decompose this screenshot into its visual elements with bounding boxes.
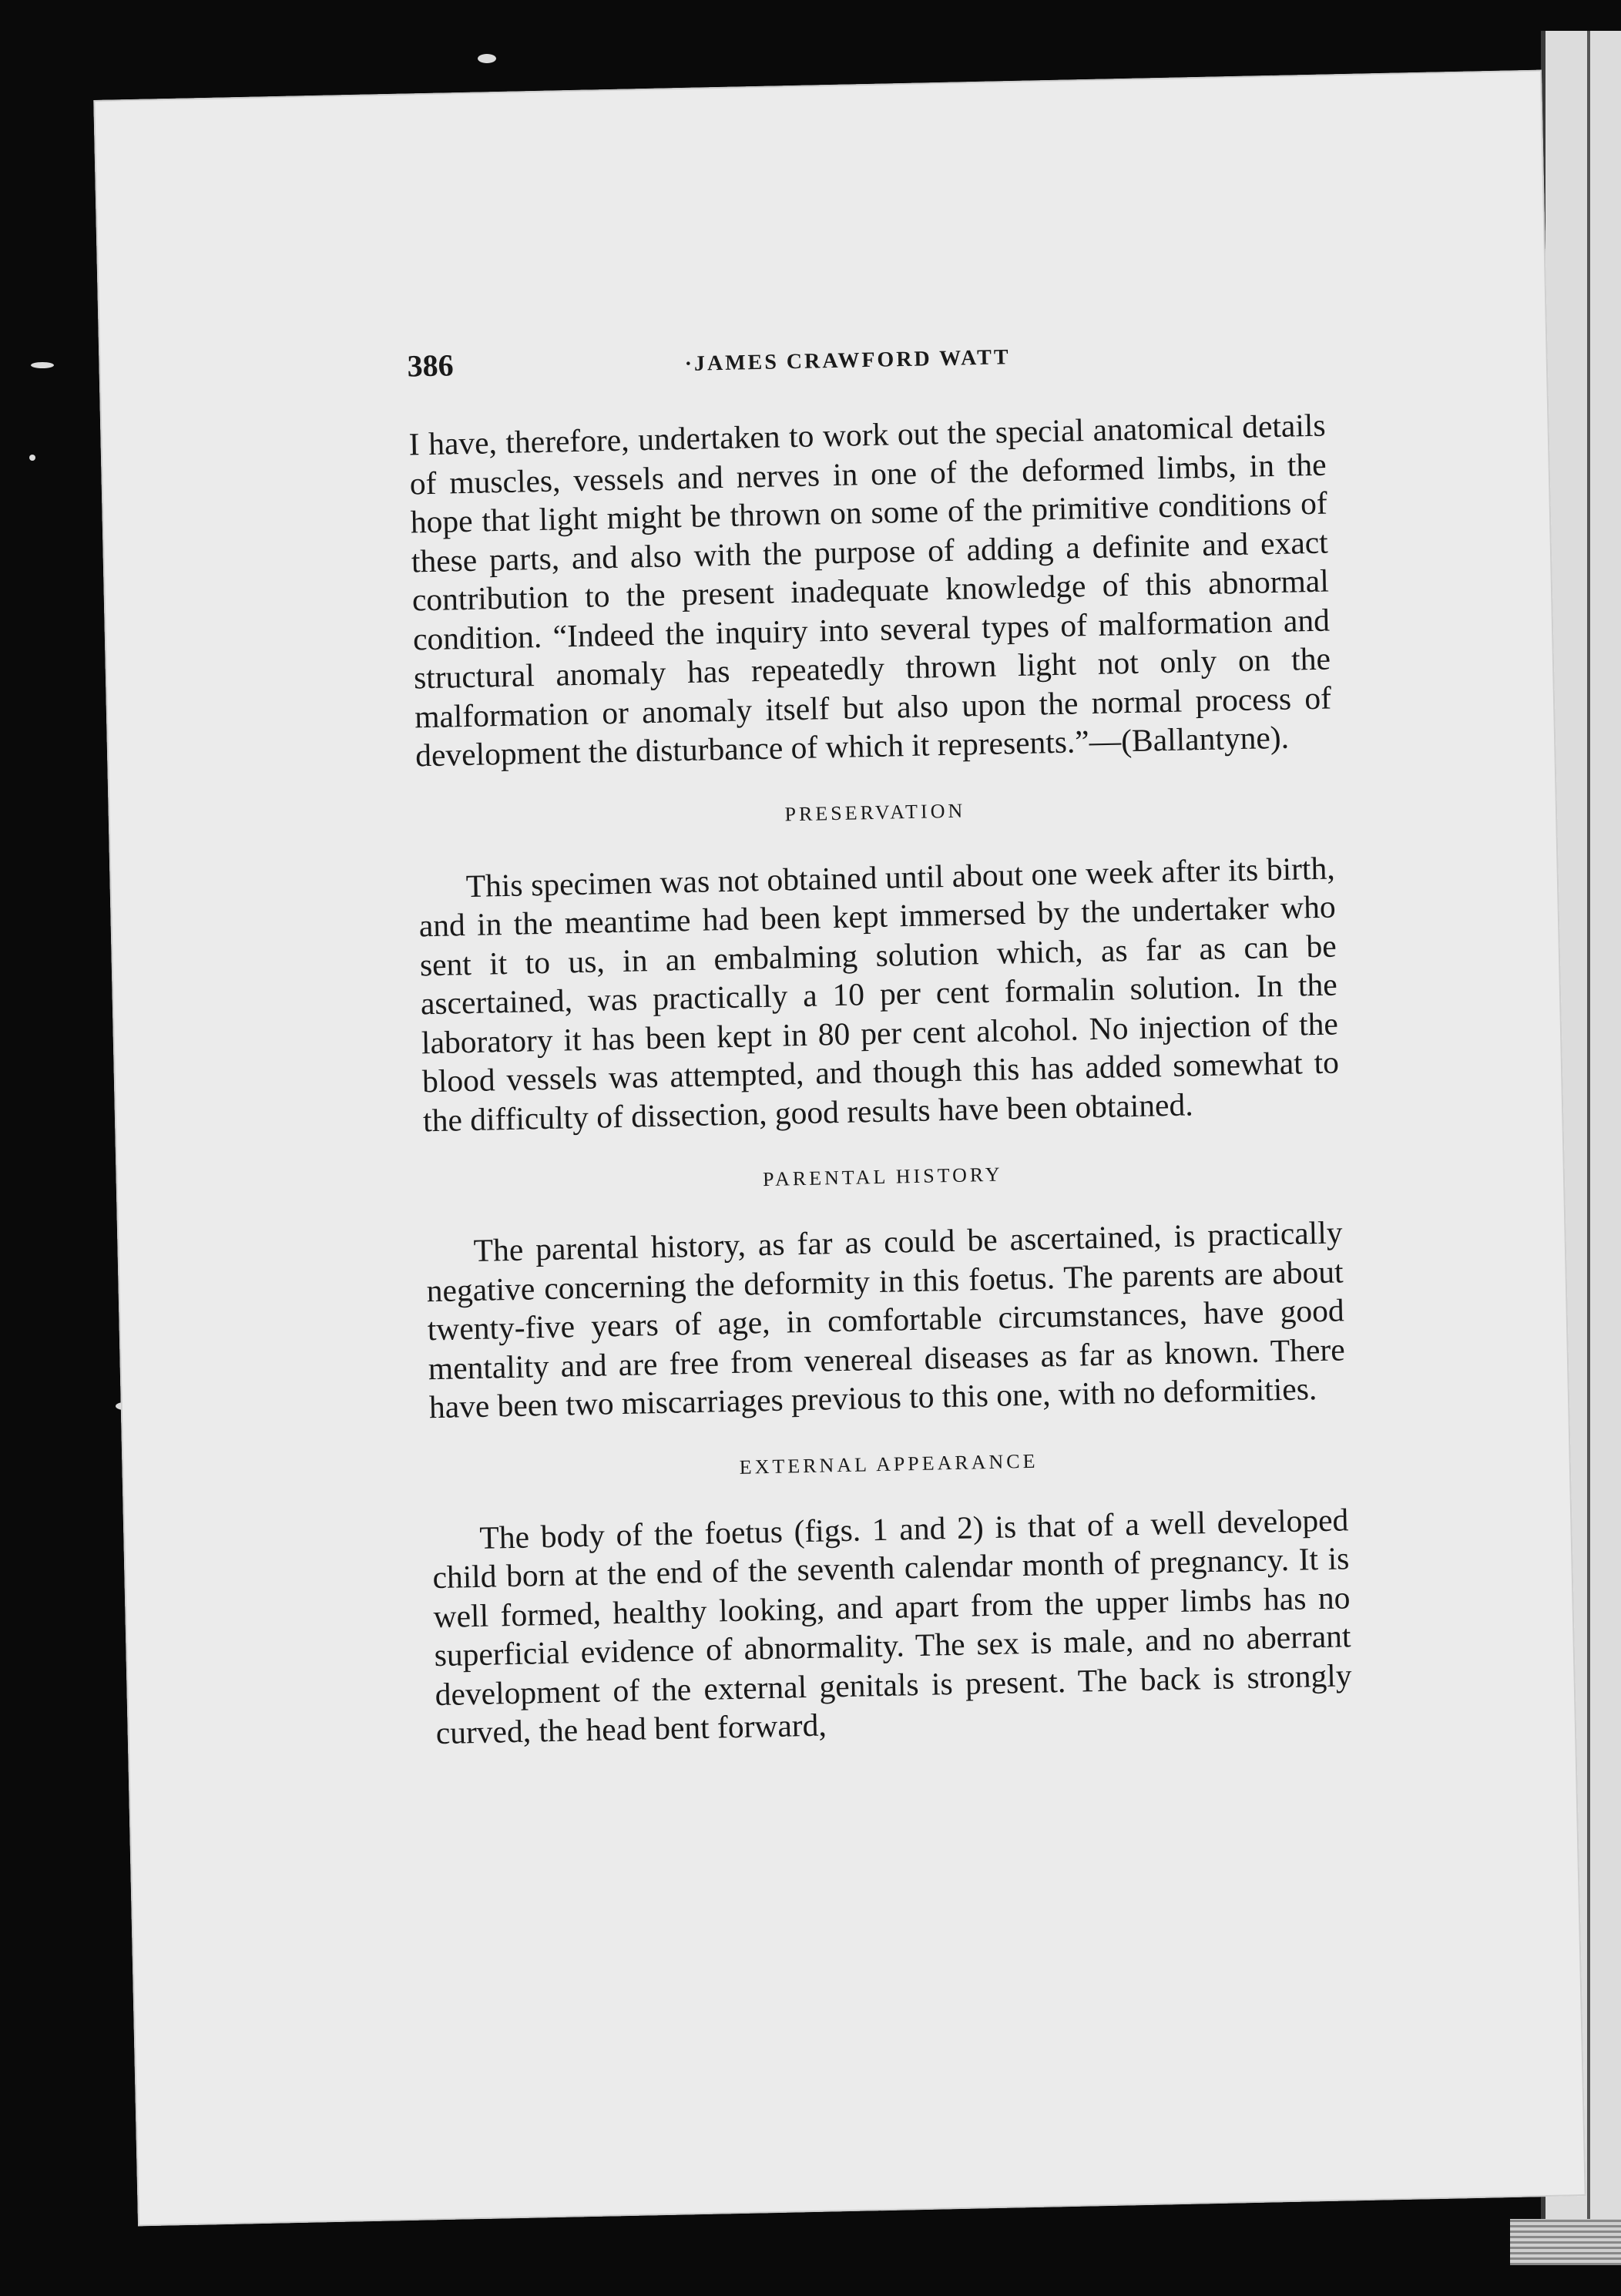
section-heading-preservation: PRESERVATION — [784, 798, 966, 825]
dust-speck — [31, 362, 54, 368]
intro-paragraph: I have, therefore, undertaken to work out the special anatomical details of muscles, vessels and nerves in one of the deformed limbs, in the hope that light might be thrown on some of the primitive conditions of these parts, and also with the purpose of adding a definite and exact contribution to the present inadequate knowledge of this abnormal condition. “Indeed the inquiry into several types of malformation and structural anomaly has repeatedly thrown light not only on the malformation or anomaly itself but also upon the normal process of development the disturbance of which it represents.”—(Ballantyne). — [408, 407, 1332, 774]
paragraph-preservation: This specimen was not obtained until about one week after its birth, and in the meantime had been kept immersed by the undertaker who sent it to us, in an embalming solution which, as far as can be ascertained, was practically a 10 per cent formalin solution. In the laboratory it has been kept in 80 per cent alcohol. No injection of the blood vessels was attempted, and though this has added somewhat to the difficulty of dissection, good results have been obtained. — [418, 849, 1340, 1138]
section-heading-parental-history: PARENTAL HISTORY — [762, 1163, 1003, 1191]
dust-speck — [29, 455, 35, 461]
running-head — [407, 329, 1324, 394]
section-heading-external-appearance: EXTERNAL APPEARANCE — [739, 1449, 1039, 1479]
paragraph-parental-history: The parental history, as far as could be ascertained, is practically negative concerning the deformity in this foetus. The parents are about twenty-five years of age, in comfortable circumstances, have good mentality and are free from venereal diseases as far as known. There have been two miscarriages previous to this one, with no deformities. — [426, 1214, 1346, 1425]
page-stack-edge — [1510, 2219, 1621, 2265]
page-number: 386 — [407, 347, 455, 384]
dust-speck — [478, 54, 496, 63]
facing-page-rule — [1587, 31, 1590, 2265]
running-title: ·JAMES CRAWFORD WATT — [684, 345, 1011, 376]
page-content — [407, 329, 1353, 1753]
paragraph-external-appearance: The body of the foetus (figs. 1 and 2) is that of a well developed child born at the end of the seventh calendar month of pregnancy. It is well formed, healthy looking, and apart from the upper limbs has no superficial evidence of abnormality. The sex is male, and no aberrant development of the external genitals is present. The back is strongly curved, the head bent forward, — [432, 1501, 1352, 1751]
book-page — [93, 70, 1586, 2227]
